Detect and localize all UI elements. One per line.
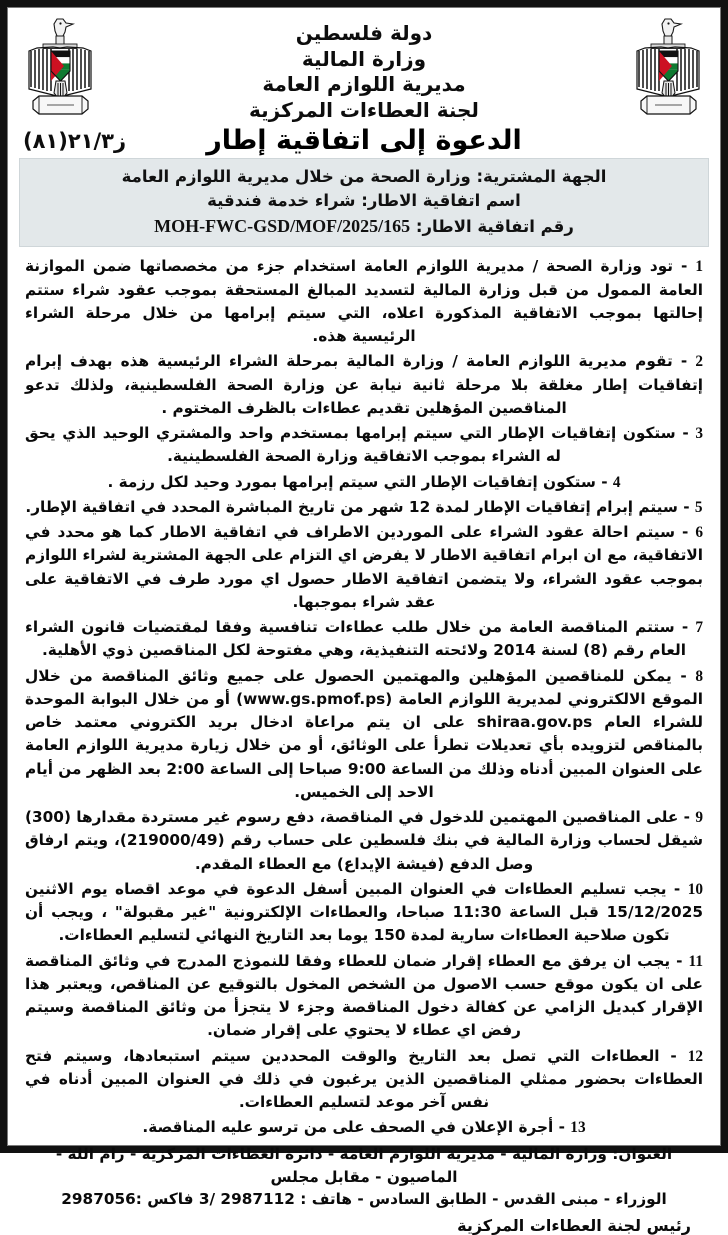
clause-text: ستكون إتفاقيات الإطار التي سيتم إبرامها بمستخدم واحد والمشتري الوحيد الذي يحق له الشراء بموجب الاتفاقية وزارة الصحة الفلسطينية.	[25, 424, 676, 466]
ministry-line-directorate: مديرية اللوازم العامة	[262, 72, 466, 97]
palestine-state-emblem-icon	[631, 15, 705, 119]
clause-item	[25, 1045, 703, 1115]
clause-item	[25, 806, 703, 876]
clause-separator: -	[678, 808, 690, 827]
clause-number: 5	[694, 498, 703, 516]
clause-separator: -	[553, 1118, 565, 1137]
document-header	[19, 13, 709, 123]
clause-item	[25, 665, 703, 805]
clause-separator: -	[659, 1046, 677, 1065]
tender-info-panel	[19, 158, 709, 247]
clause-number: 12	[687, 1047, 703, 1065]
clause-text: ستتم المناقصة العامة من خلال طلب عطاءات تنافسية وفقا لمقتضيات قانون الشراء العام رقم (8) لسنة 2014 ولائحته التنفيذية، وهي مفتوحة لكل المناقصين ذوي الأهلية.	[25, 618, 686, 660]
agreement-number-line	[34, 213, 694, 239]
clause-number: 2	[695, 353, 704, 371]
ministry-titles	[97, 15, 631, 123]
clause-separator: -	[671, 666, 687, 685]
clause-text: العطاءات التي تصل بعد التاريخ والوقت المحددين سيتم استبعادها، وسيتم فتح العطاءات بحضور ممثلي المناقصين الذين يرغبون في ذلك في العنوان المبين أدناه في نفس آخر موعد لتسليم العطاءات.	[25, 1046, 703, 1112]
clause-item	[25, 521, 703, 614]
clause-text: أجرة الإعلان في الصحف على من ترسو عليه المناقصة.	[142, 1118, 554, 1137]
title-row	[19, 125, 709, 156]
address-block	[19, 1142, 709, 1235]
clause-text: على المناقصين المهتمين للدخول في المناقصة، دفع رسوم غير مستردة مقدارها (300) شيقل لحساب وزارة المالية في بنك فلسطين على حساب رقم (219000/49)، ويتم ارفاق وصل الدفع (فيشة الإيداع) مع العطاء المقدم.	[25, 808, 703, 873]
clause-separator: -	[674, 618, 689, 637]
clause-number: 7	[695, 619, 703, 637]
clause-item	[25, 496, 703, 519]
agreement-number-value: MOH-FWC-GSD/MOF/2025/165	[154, 216, 411, 237]
clause-separator: -	[595, 472, 608, 491]
clause-number: 10	[687, 880, 703, 898]
clause-separator: -	[670, 951, 683, 970]
purchasing-entity-line: الجهة المشترية: وزارة الصحة من خلال مديرية اللوازم العامة	[121, 167, 607, 187]
reference-code: ز٣/١٢(١٨)	[23, 128, 127, 153]
clause-item	[25, 255, 703, 348]
clause-text: تقوم مديرية اللوازم العامة / وزارة المالية بمرحلة الشراء الرئيسية هذه بهدف إبرام إتفاقيات إطار مغلقة بلا مرحلة ثانية نيابة عن وزارة الصحة الفلسطينية، ولذلك تدعو المناقصين المؤهلين تقديم عطاءات بالظرف المختوم .	[25, 352, 703, 417]
ministry-line-ministry: وزارة المالية	[301, 46, 427, 71]
clause-number: 9	[695, 809, 703, 827]
clause-number: 11	[688, 952, 703, 970]
ministry-line-state: دولة فلسطين	[295, 21, 433, 45]
clause-text: يجب تسليم العطاءات في العنوان المبين أسفل الدعوة في موعد اقصاه يوم الاثنين 15/12/2025 قبل الساعة 11:30 صباحا، والعطاءات الإلكترونية "غير مقبولة" ، ويجب أن تكون صلاحية العطاءات سارية لمدة 150 يوما بعد التاريخ النهائي لتسليم العطاءات.	[25, 879, 703, 945]
clause-item	[25, 878, 703, 948]
clause-item	[25, 616, 703, 663]
agreement-name-line: اسم اتفاقية الاطار: شراء خدمة فندقية	[207, 191, 521, 211]
document-content	[9, 9, 719, 1235]
clause-item	[25, 950, 703, 1043]
clause-item	[25, 350, 703, 420]
signature-line: رئيس لجنة العطاءات المركزية	[457, 1216, 691, 1235]
clause-separator: -	[675, 424, 689, 443]
clause-text: تود وزارة الصحة / مديرية اللوازم العامة استخدام جزء من مخصصاتها ضمن الموازنة العامة الممول من قبل وزارة المالية لتسديد المبالغ المستحقة بموجب عقود شراء ستتم إحالتها بموجب الاتفاقية المذكورة اعلاه، التي سيتم إبرامها من خلال مرحلة الشراء الرئيسية هذه.	[25, 257, 703, 346]
clause-text: سيتم إبرام إتفاقيات الإطار لمدة 12 شهر من تاريخ المباشرة المحدد في اتفاقية الإطار.	[25, 497, 678, 516]
page-title: الدعوة إلى اتفاقية إطار	[206, 125, 522, 157]
clause-number: 1	[695, 258, 703, 276]
clause-text: يجب ان يرفق مع العطاء إقرار ضمان للعطاء وفقا للنموذج المدرج في وثائق المناقصة على ان يكون موقع حسب الاصول من الشخص المخول بالتوقيع عن المناقص، ويعتبر هذا الإقرار كبديل الزامي عن كفالة دخول المناقصة وجزء لا يتجزأ من وثائق المناقصة وسيتم رفض اي عطاء لا يحتوي على إقرار ضمان.	[25, 951, 703, 1040]
clause-list	[19, 251, 709, 1141]
clause-separator: -	[673, 257, 688, 276]
clause-separator: -	[677, 497, 690, 516]
clause-item	[25, 471, 703, 494]
address-line-2: الوزراء - مبنى القدس - الطابق السادس - هاتف : 2987112 /3 فاكس :2987056	[61, 1190, 667, 1209]
clause-number: 8	[695, 667, 703, 685]
clause-separator: -	[675, 523, 689, 542]
clause-number: 13	[570, 1119, 586, 1137]
clause-separator: -	[666, 879, 681, 898]
ministry-line-committee: لجنة العطاءات المركزية	[249, 97, 479, 122]
agreement-number-label: رقم اتفاقية الاطار:	[415, 217, 574, 237]
clause-item	[25, 422, 703, 469]
clause-number: 3	[695, 425, 703, 443]
clause-number: 4	[612, 473, 621, 491]
clause-text: يمكن للمناقصين المؤهلين والمهتمين الحصول على جميع وثائق المناقصة من خلال الموقع الالكتروني لمديرية اللوازم العامة (www.gs.pmof.ps) أو من خلال البوابة الموحدة للشراء العام shiraa.gov.ps على ان يتم مراعاة ادخال بريد الكتروني معتمد خاص بالمناقص لتزويده بأي تعديلات تطرأ على الوثائق، أو من خلال زيارة مديرية اللوازم العامة على العنوان المبين أدناه وذلك من الساعة 9:00 صباحا إلى الساعة 2:00 بعد الظهر من أيام الاحد إلى الخميس.	[25, 666, 704, 801]
clause-number: 6	[695, 524, 703, 542]
clause-text: سيتم احالة عقود الشراء على الموردين الاطراف في اتفاقية الاطار كما هو محدد في الاتفاقية، مع ان ابرام اتفاقية الاطار لا يفرض اي التزام على الجهة المشترية لشراء اللوازم بموجب عقود الشراء، ولا يتضمن اتفاقية الاطار حصول اي مورد طرف في الاتفاقية على عقد شراء بموجبها.	[25, 523, 703, 611]
clause-separator: -	[672, 352, 688, 371]
clause-item	[25, 1116, 703, 1139]
palestine-state-emblem-icon-right	[23, 15, 97, 119]
clause-text: ستكون إتفاقيات الإطار التي سيتم إبرامها بمورد وحيد لكل رزمة .	[107, 472, 596, 491]
address-line-1: العنوان: وزارة المالية - مديرية اللوازم العامة - دائرة العطاءات المركزية - رام الله - الماصيون - مقابل مجلس	[55, 1144, 673, 1186]
